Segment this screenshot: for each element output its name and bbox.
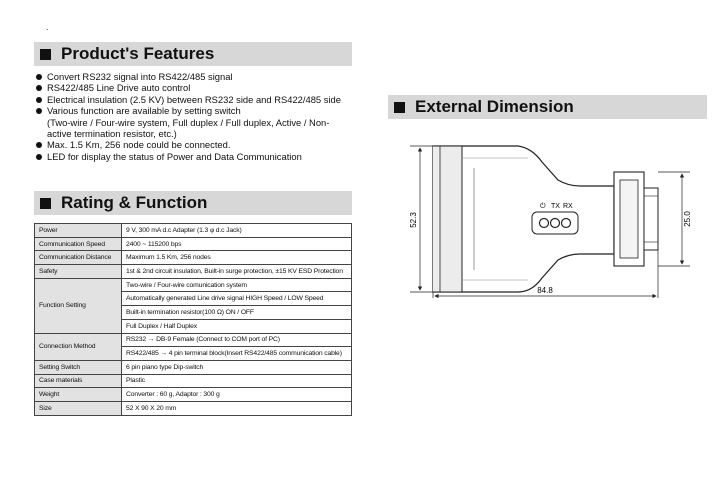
power-symbol: ⏻ [540, 203, 546, 210]
feature-text: LED for display the status of Power and Data Communication [47, 150, 302, 162]
db9-connector [614, 172, 658, 266]
bullet-icon [36, 154, 42, 160]
table-row [35, 388, 352, 402]
feature-text: Various function are available by setting switch (Two-wire / Four-wire system, Full duplex / Full duplex, Active / Non- active termination resistor, etc.) [47, 105, 330, 140]
table-row [35, 278, 352, 292]
spec-label: Power [35, 224, 122, 238]
table-row [35, 374, 352, 388]
table-row [35, 360, 352, 374]
spec-label: Size [35, 401, 122, 415]
width-dimension-label: 84.8 [537, 286, 553, 295]
spec-value: Automatically generated Line drive signal HIGH Speed / LOW Speed [122, 292, 352, 306]
dimension-title: External Dimension [415, 97, 574, 116]
spec-label: Weight [35, 388, 122, 402]
table-row [35, 401, 352, 415]
tx-label: TX [551, 203, 560, 210]
table-row [35, 224, 352, 238]
spec-label: Communication Distance [35, 251, 122, 265]
dimension-drawing [400, 128, 700, 298]
square-bullet-icon [40, 49, 51, 60]
corner-mark: . [46, 22, 49, 32]
spec-value: 52 X 90 X 20 mm [122, 401, 352, 415]
table-row [35, 265, 352, 279]
bullet-icon [36, 74, 42, 80]
feature-text: RS422/485 Line Drive auto control [47, 82, 191, 94]
features-title: Product's Features [61, 44, 215, 63]
spec-value: 2400 ~ 115200 bps [122, 237, 352, 251]
spec-value: Plastic [122, 374, 352, 388]
spec-label: Connection Method [35, 333, 122, 360]
spec-value: 6 pin piano type Dip-switch [122, 360, 352, 374]
dimension-heading [388, 95, 707, 119]
bullet-icon [36, 97, 42, 103]
square-bullet-icon [394, 102, 405, 113]
feature-item [36, 105, 356, 139]
rating-heading [34, 191, 352, 215]
spec-value: Maximum 1.5 Km, 256 nodes [122, 251, 352, 265]
converter-body [433, 146, 614, 292]
feature-item [36, 94, 356, 105]
square-bullet-icon [40, 198, 51, 209]
spec-value: Full Duplex / Half Duplex [122, 319, 352, 333]
table-row [35, 333, 352, 347]
height-dimension-label: 52.3 [409, 212, 418, 228]
bullet-icon [36, 85, 42, 91]
feature-item [36, 139, 356, 150]
bullet-icon [36, 108, 42, 114]
spec-label: Communication Speed [35, 237, 122, 251]
feature-item [36, 151, 356, 162]
table-row [35, 237, 352, 251]
rating-table [34, 223, 352, 416]
feature-item [36, 71, 356, 82]
spec-value: Converter : 60 g, Adaptor : 300 g [122, 388, 352, 402]
spec-value: 9 V, 300 mA d.c Adapter (1.3 φ d.c Jack) [122, 224, 352, 238]
rx-label: RX [563, 203, 573, 210]
spec-value: Two-wire / Four-wire comunication system [122, 278, 352, 292]
features-list [36, 71, 356, 162]
table-row [35, 251, 352, 265]
feature-text: Convert RS232 signal into RS422/485 signal [47, 71, 233, 82]
spec-label: Case materials [35, 374, 122, 388]
feature-item [36, 82, 356, 93]
spec-label: Function Setting [35, 278, 122, 333]
feature-text: Electrical insulation (2.5 KV) between RS232 side and RS422/485 side [47, 93, 341, 105]
spec-label: Safety [35, 265, 122, 279]
spec-value: 1st & 2nd circuit insulation, Built-in surge protection, ±15 KV ESD Protection [122, 265, 352, 279]
spec-label: Setting Switch [35, 360, 122, 374]
bullet-icon [36, 142, 42, 148]
feature-text: Max. 1.5 Km, 256 node could be connected. [47, 139, 231, 151]
rating-title: Rating & Function [61, 193, 208, 212]
spec-value: Built-in termination resistor(100 Ω) ON / OFF [122, 306, 352, 320]
spec-value: RS232 → DB-9 Female (Connect to COM port of PC) [122, 333, 352, 347]
spec-value: RS422/485 → 4 pin terminal block(Insert RS422/485 communication cable) [122, 347, 352, 361]
features-heading [34, 42, 352, 66]
connector-dimension-label: 25.0 [683, 211, 692, 227]
